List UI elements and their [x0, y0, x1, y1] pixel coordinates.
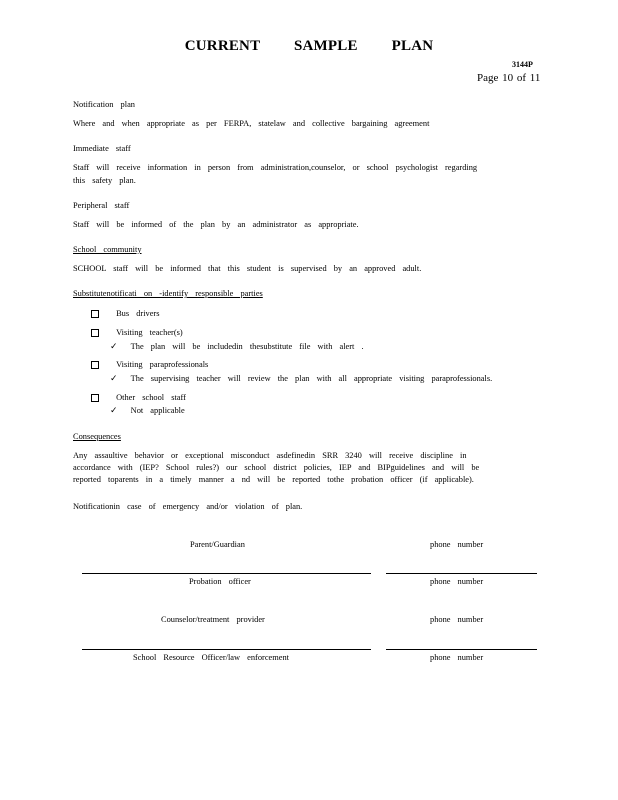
immediate-staff-text-line2: this safety plan. [73, 176, 136, 185]
phone-label: phone number [430, 615, 484, 624]
list-item [91, 360, 208, 369]
checkmark-icon: ✓ [110, 341, 118, 351]
signature-label-parent: Parent/Guardian [190, 540, 245, 549]
notification-text: Where and when appropriate as per FERPA, statelaw and collective bargaining agreement [73, 119, 430, 128]
school-community-heading: School community [73, 245, 142, 254]
substitute-notification-heading: Substitutenotificati on -identify responsible parties [73, 289, 263, 298]
peripheral-staff-heading: Peripheral staff [73, 201, 130, 210]
list-item-label: Bus drivers [116, 309, 160, 318]
signature-label-counselor: Counselor/treatment provider [161, 615, 265, 624]
list-item [91, 309, 159, 318]
checkmark-icon: ✓ [110, 373, 118, 383]
phone-label: phone number [430, 653, 484, 662]
list-item-note-text: The plan will be includedin thesubstitute file with alert . [130, 342, 364, 351]
list-item-note [110, 341, 364, 352]
page-number: Page 10 of 11 [477, 72, 541, 84]
checkbox-icon [91, 310, 99, 318]
signature-line [82, 573, 371, 574]
list-item-label: Other school staff [116, 393, 186, 402]
list-item [91, 393, 186, 402]
phone-label: phone number [430, 540, 484, 549]
school-community-text: SCHOOL staff will be informed that this student is supervised by an approved adult. [73, 264, 422, 273]
list-item-note-text: Not applicable [130, 406, 185, 415]
checkmark-icon: ✓ [110, 405, 118, 415]
consequences-text-line1: Any assaultive behavior or exceptional misconduct asdefinedin SRR 3240 will receive discipline in [73, 451, 467, 460]
consequences-text-line3: reported toparents in a timely manner a nd will be reported tothe probation officer (if applicable). [73, 475, 474, 484]
list-item-note [110, 373, 492, 384]
immediate-staff-heading: Immediate staff [73, 144, 131, 153]
checkbox-icon [91, 329, 99, 337]
document-number: 3144P [512, 60, 533, 69]
consequences-heading: Consequences [73, 432, 121, 441]
list-item-label: Visiting teacher(s) [116, 328, 183, 337]
phone-line [386, 649, 537, 650]
signature-label-officer: School Resource Officer/law enforcement [133, 653, 290, 662]
list-item [91, 328, 183, 337]
signature-label-probation: Probation officer [189, 577, 251, 586]
immediate-staff-text-line1: Staff will receive information in person from administration,counselor, or school psychologist regarding [73, 163, 478, 172]
notification-heading: Notification plan [73, 100, 135, 109]
list-item-label: Visiting paraprofessionals [116, 360, 209, 369]
checkbox-icon [91, 361, 99, 369]
consequences-text-line2: accordance with (IEP? School rules?) our school district policies, IEP and BIPguidelines and will be [73, 463, 480, 472]
peripheral-staff-text: Staff will be informed of the plan by an administrator as appropriate. [73, 220, 359, 229]
phone-line [386, 573, 537, 574]
phone-label: phone number [430, 577, 484, 586]
emergency-notification-text: Notificationin case of emergency and/or violation of plan. [73, 502, 303, 511]
list-item-note [110, 405, 185, 416]
checkbox-icon [91, 394, 99, 402]
page-title: CURRENT SAMPLE PLAN [184, 38, 434, 54]
signature-line [82, 649, 371, 650]
list-item-note-text: The supervising teacher will review the plan with all appropriate visiting paraprofessionals. [130, 374, 493, 383]
